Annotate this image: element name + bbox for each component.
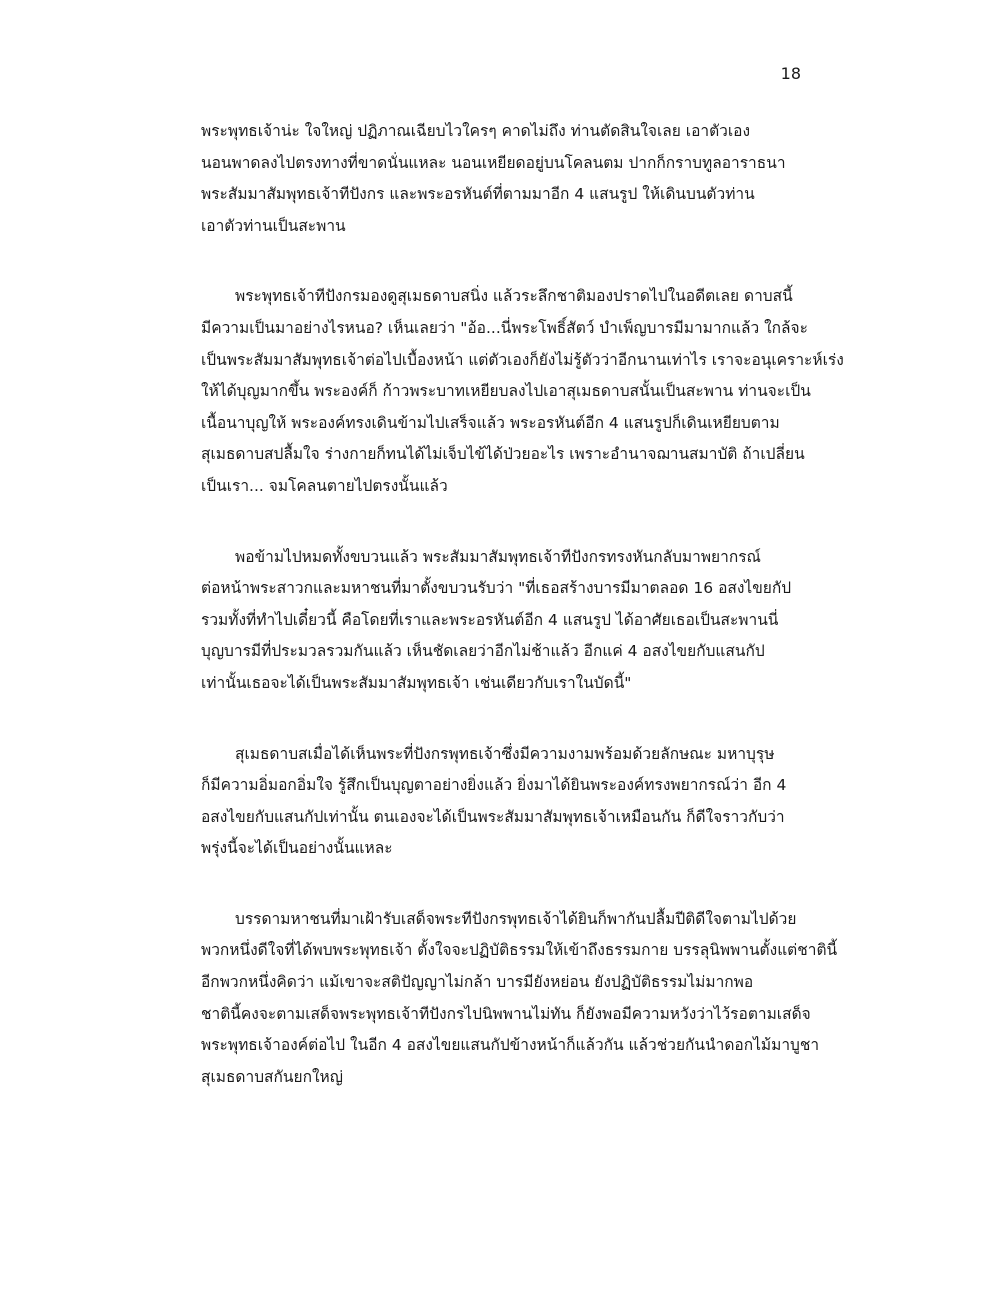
text-line: บรรดามหาชนที่มาเฝ้ารับเสด็จพระทีปังกรพุทธเจ้าได้ยินก็พากันปลื้มปีติดีใจตามไปด้วย xyxy=(235,909,797,928)
text-line: เป็นพระสัมมาสัมพุทธเจ้าต่อไปเบื้องหน้า แต่ตัวเองก็ยังไม่รู้ตัวว่าอีกนานเท่าไร เราจะอนุเคราะห์เร่ง xyxy=(201,350,844,369)
text-line: เป็นเรา... จมโคลนตายไปตรงนั้นแล้ว xyxy=(201,476,448,495)
text-line: สุเมธดาบสกันยกใหญ่ xyxy=(201,1067,343,1086)
page-number: 18 xyxy=(780,64,801,83)
text-line: เท่านั้นเธอจะได้เป็นพระสัมมาสัมพุทธเจ้า เช่นเดียวกับเราในบัดนี้" xyxy=(201,673,632,692)
text-line: ต่อหน้าพระสาวกและมหาชนที่มาตั้งขบวนรับว่า "ที่เธอสร้างบารมีมาตลอด 16 อสงไขยกัป xyxy=(201,579,792,598)
text-line: เนื้อนาบุญให้ พระองค์ทรงเดินข้ามไปเสร็จแล้ว พระอรหันต์อีก 4 แสนรูปก็เดินเหยียบตาม xyxy=(201,413,780,432)
paragraph-3 xyxy=(201,542,801,700)
text-line: บุญบารมีที่ประมวลรวมกันแล้ว เห็นชัดเลยว่าอีกไม่ช้าแล้ว อีกแค่ 4 อสงไขยกับแสนกัป xyxy=(201,642,765,661)
text-line: พระพุทธเจ้าทีปังกรมองดูสุเมธดาบสนิ่ง แล้วระลึกชาติมองปราดไปในอดีตเลย ดาบสนี้ xyxy=(235,287,793,306)
paragraph-5 xyxy=(201,904,838,1094)
paragraph-4 xyxy=(201,739,801,865)
text-line: สุเมธดาบสปลื้มใจ ร่างกายก็ทนได้ไม่เจ็บไข้ได้ป่วยอะไร เพราะอำนาจฌานสมาบัติ ถ้าเปลี่ยน xyxy=(201,445,805,464)
text-line: อสงไขยกับแสนกัปเท่านั้น ตนเองจะได้เป็นพระสัมมาสัมพุทธเจ้าเหมือนกัน ก็ดีใจราวกับว่า xyxy=(201,807,785,826)
text-line: รวมทั้งที่ทำไปเดี๋ยวนี้ คือโดยที่เราและพระอรหันต์อีก 4 แสนรูป ได้อาศัยเธอเป็นสะพานนี่ xyxy=(201,610,779,629)
text-line: นอนพาดลงไปตรงทางที่ขาดนั่นแหละ นอนเหยียดอยู่บนโคลนตม ปากก็กราบทูลอาราธนา xyxy=(201,153,786,172)
text-line: พระพุทธเจ้าน่ะ ใจใหญ่ ปฏิภาณเฉียบไวใครๆ คาดไม่ถึง ท่านตัดสินใจเลย เอาตัวเอง xyxy=(201,122,751,140)
text-line: พวกหนึ่งดีใจที่ได้พบพระพุทธเจ้า ตั้งใจจะปฏิบัติธรรมให้เข้าถึงธรรมกาย บรรลุนิพพานตั้งแต่ชาตินี้ xyxy=(201,941,838,960)
text-line: พอข้ามไปหมดทั้งขบวนแล้ว พระสัมมาสัมพุทธเจ้าทีปังกรทรงหันกลับมาพยากรณ์ xyxy=(235,547,761,566)
text-line: สุเมธดาบสเมื่อได้เห็นพระที่ปังกรพุทธเจ้าซึ่งมีความงามพร้อมด้วยลักษณะ มหาบุรุษ xyxy=(235,744,775,763)
text-line: พรุ่งนี้จะได้เป็นอย่างนั้นแหละ xyxy=(201,839,393,858)
paragraph-1 xyxy=(201,116,801,242)
paragraph-2 xyxy=(201,281,844,502)
text-line: ก็มีความอิ่มอกอิ่มใจ รู้สึกเป็นบุญตาอย่างยิ่งแล้ว ยิ่งมาได้ยินพระองค์ทรงพยากรณ์ว่า อีก 4 xyxy=(201,776,787,795)
text-line: มีความเป็นมาอย่างไรหนอ? เห็นเลยว่า "อ้อ...นี่พระโพธิ์สัตว์ บำเพ็ญบารมีมามากแล้ว ใกล้จะ xyxy=(201,318,808,337)
text-line: อีกพวกหนึ่งคิดว่า แม้เขาจะสติปัญญาไม่กล้า บารมียังหย่อน ยังปฏิบัติธรรมไม่มากพอ xyxy=(201,973,754,992)
document-body xyxy=(201,116,844,1132)
text-line: เอาตัวท่านเป็นสะพาน xyxy=(201,216,346,235)
text-line: พระพุทธเจ้าองค์ต่อไป ในอีก 4 อสงไขยแสนกัปข้างหน้าก็แล้วกัน แล้วช่วยกันนำดอกไม้มาบูชา xyxy=(201,1036,820,1055)
text-line: ให้ได้บุญมากขึ้น พระองค์ก็ ก้าวพระบาทเหยียบลงไปเอาสุเมธดาบสนั้นเป็นสะพาน ท่านจะเป็น xyxy=(201,382,811,401)
text-line: ชาตินี้คงจะตามเสด็จพระพุทธเจ้าทีปังกรไปนิพพานไม่ทัน ก็ยังพอมีความหวังว่าไว้รอตามเสด็จ xyxy=(201,1004,811,1023)
text-line: พระสัมมาสัมพุทธเจ้าทีปังกร และพระอรหันต์ที่ตามมาอีก 4 แสนรูป ให้เดินบนตัวท่าน xyxy=(201,185,755,204)
